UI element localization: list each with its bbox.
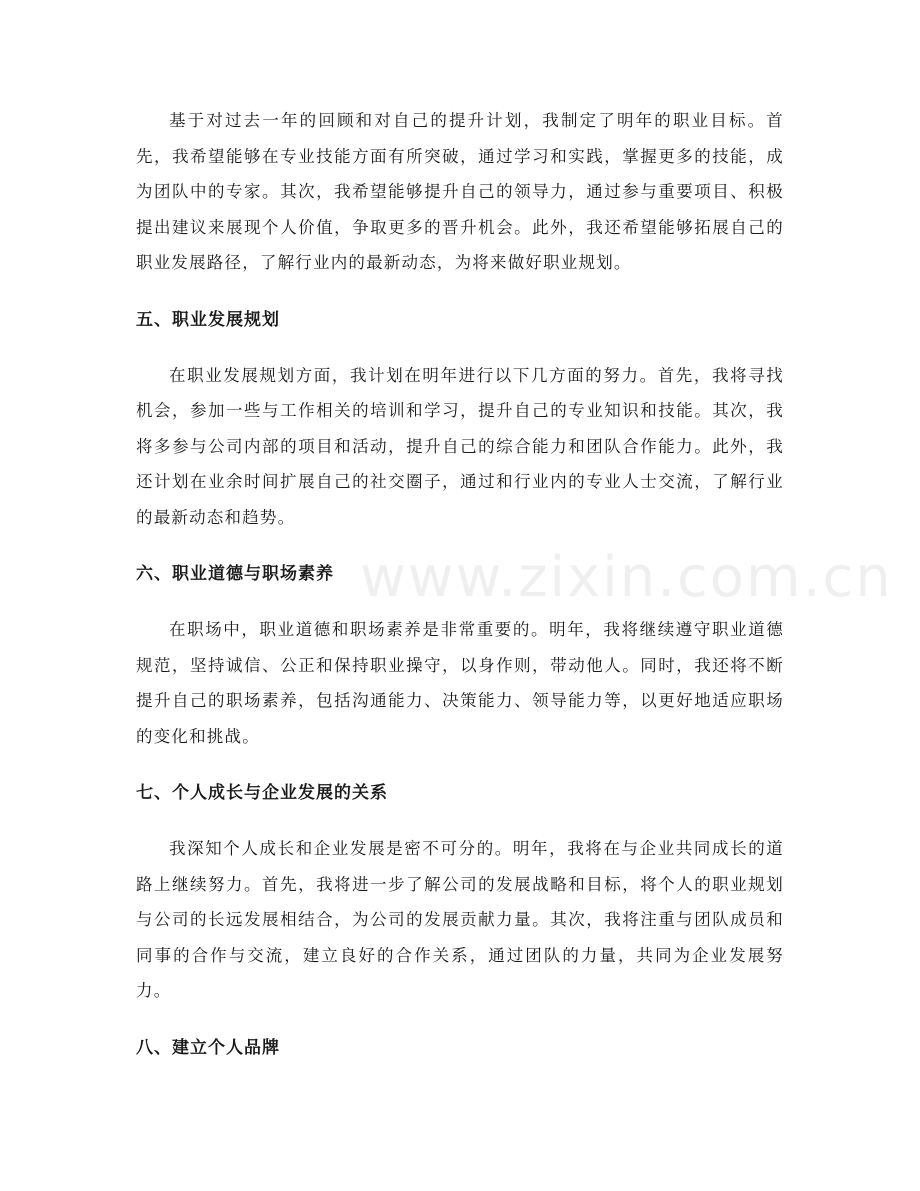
paragraph-growth-and-company: 我深知个人成长和企业发展是密不可分的。明年，我将在与企业共同成长的道路上继续努力。首先，我将进一步了解公司的发展战略和目标，将个人的职业规划与公司的长远发展相结合，为公司的发展贡献力量。其次，我将注重与团队成员和同事的合作与交流，建立良好的合作关系，通过团队的力量，共同为企业发展努力。 <box>136 839 784 1000</box>
paragraph-career-goals: 基于对过去一年的回顾和对自己的提升计划，我制定了明年的职业目标。首先，我希望能够在专业技能方面有所突破，通过学习和实践，掌握更多的技能，成为团队中的专家。其次，我希望能够提升自己的领导力，通过参与重要项目、积极提出建议来展现个人价值，争取更多的晋升机会。此外，我还希望能够拓展自己的职业发展路径，了解行业内的最新动态，为将来做好职业规划。 <box>136 111 784 272</box>
section-heading-7: 七、个人成长与企业发展的关系 <box>136 783 388 803</box>
section-heading-6: 六、职业道德与职场素养 <box>136 564 334 584</box>
paragraph-career-planning: 在职业发展规划方面，我计划在明年进行以下几方面的努力。首先，我将寻找机会，参加一些与工作相关的培训和学习，提升自己的专业知识和技能。其次，我将多参与公司内部的项目和活动，提升自己的综合能力和团队合作能力。此外，我还计划在业余时间扩展自己的社交圈子，通过和行业内的专业人士交流，了解行业的最新动态和趋势。 <box>136 365 784 527</box>
paragraph-professional-ethics: 在职场中，职业道德和职场素养是非常重要的。明年，我将继续遵守职业道德规范，坚持诚信、公正和保持职业操守，以身作则，带动他人。同时，我还将不断提升自己的职场素养，包括沟通能力、决策能力、领导能力等，以更好地适应职场的变化和挑战。 <box>136 620 784 746</box>
section-heading-5: 五、职业发展规划 <box>136 309 280 330</box>
watermark: www.zixin.com.cn <box>360 545 893 610</box>
section-heading-8: 八、建立个人品牌 <box>136 1037 280 1058</box>
document-body <box>136 103 784 1062</box>
